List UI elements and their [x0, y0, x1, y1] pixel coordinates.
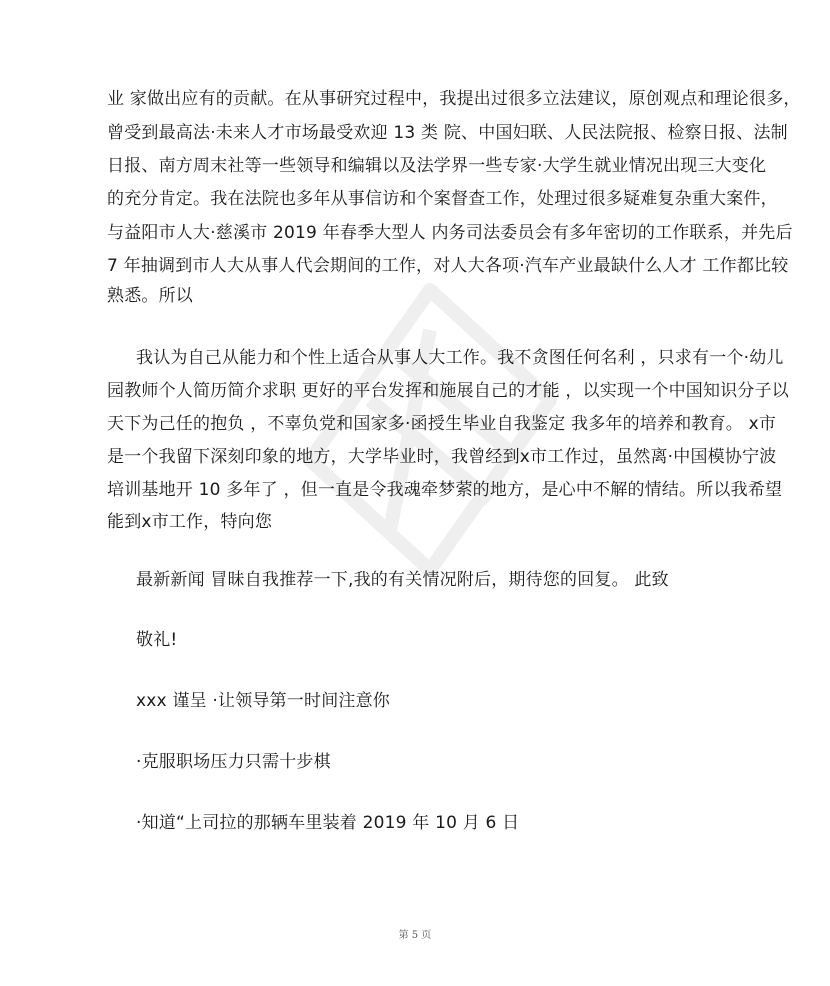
paragraph-1-line-7: 熟悉。所以	[107, 286, 193, 306]
paragraph-2-line-5: 培训基地开 10 多年了 ，但一直是令我魂牵梦萦的地方，是心中不解的情结。所以我希望	[107, 480, 783, 500]
paragraph-2-line-6: 能到x市工作，特向您	[107, 512, 273, 532]
paragraph-2-line-3: 天下为己任的抱负 ，不辜负党和国家多·函授生毕业自我鉴定 我多年的培养和教育。 x市	[107, 414, 777, 434]
paragraph-1-line-3: 日报、南方周末社等一些领导和编辑以及法学界一些专家·大学生就业情况出现三大变化	[107, 156, 767, 176]
paragraph-1-line-2: 曾受到最高法·未来人才市场最受欢迎 13 类 院、中国妇联、人民法院报、检察日报、法制	[107, 123, 788, 143]
closing-line: 最新新闻 冒昧自我推荐一下,我的有关情况附后，期待您的回复。 此致	[136, 570, 669, 590]
paragraph-2-line-4: 是一个我留下深刻印象的地方，大学毕业时，我曾经到x市工作过，虽然离·中国模协宁波	[107, 447, 777, 467]
paragraph-1-line-5: 与益阳市人大·慈溪市 2019 年春季大型人 内务司法委员会有多年密切的工作联系，并先后	[107, 223, 793, 243]
signature: xxx 谨呈 ·让领导第一时间注意你	[136, 691, 390, 711]
paragraph-1-line-4: 的充分肯定。我在法院也多年从事信访和个案督查工作，处理过很多疑难复杂重大案件，	[107, 189, 778, 209]
salutation: 敬礼!	[136, 630, 178, 650]
paragraph-1-line-1: 业 家做出应有的贡献。在从事研究过程中，我提出过很多立法建议，原创观点和理论很多，	[107, 89, 801, 109]
paragraph-2-line-1: 我认为自己从能力和个性上适合从事人大工作。我不贪图任何名利 ，只求有一个·幼儿	[136, 348, 784, 368]
related-link-2-date: ·知道“上司拉的那辆车里装着 2019 年 10 月 6 日	[136, 813, 520, 833]
related-link-1: ·克服职场压力只需十步棋	[136, 752, 331, 772]
page-number: 第 5 页	[398, 930, 432, 941]
paragraph-1-line-6: 7 年抽调到市人大从事人代会期间的工作，对人大各项·汽车产业最缺什么人才 工作都比较	[107, 256, 789, 276]
paragraph-2-line-2: 园教师个人简历简介求职 更好的平台发挥和施展自己的才能 ，以实现一个中国知识分子以	[107, 381, 790, 401]
